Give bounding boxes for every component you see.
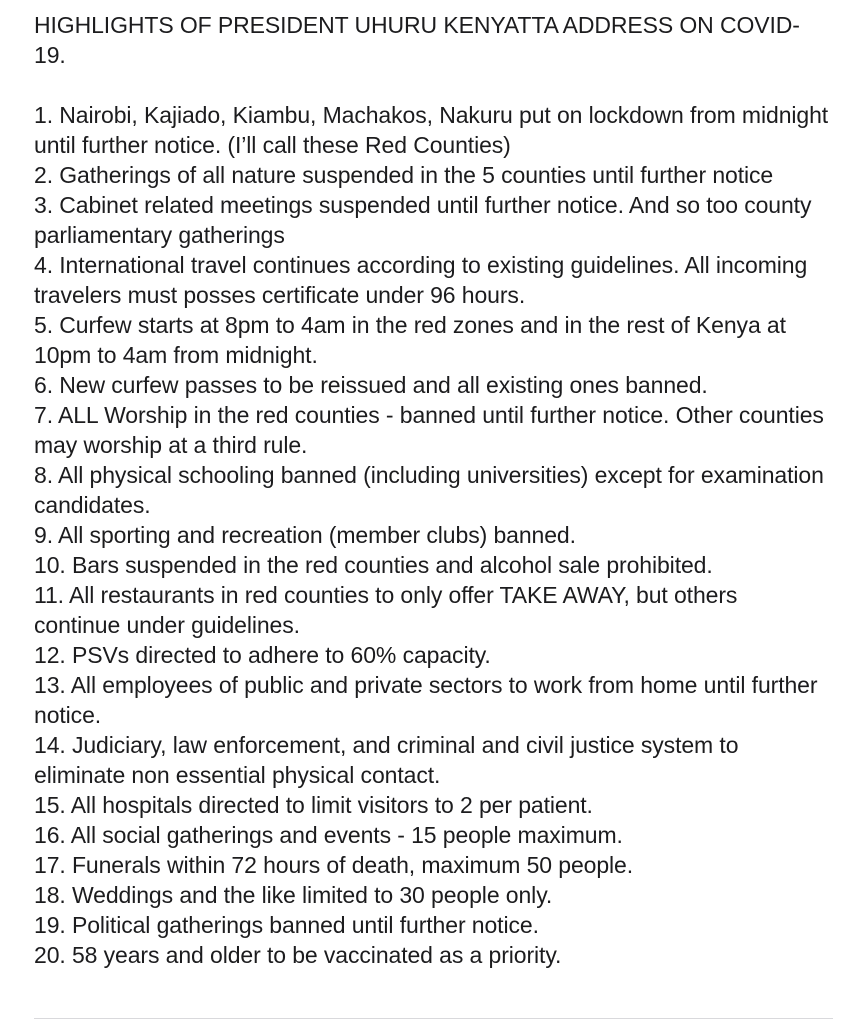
list-item: 6. New curfew passes to be reissued and all existing ones banned.: [34, 372, 708, 398]
list-item: 9. All sporting and recreation (member clubs) banned.: [34, 522, 576, 548]
divider: [34, 1018, 833, 1019]
list-item: 20. 58 years and older to be vaccinated as a priority.: [34, 942, 562, 968]
list-item: 2. Gatherings of all nature suspended in the 5 counties until further notice: [34, 162, 774, 188]
list-item: 18. Weddings and the like limited to 30 people only.: [34, 882, 553, 908]
list-item: 11. All restaurants in red counties to only offer TAKE AWAY, but others continue under guidelines.: [34, 582, 738, 638]
list-item: 7. ALL Worship in the red counties - banned until further notice. Other counties may worship at a third rule.: [34, 402, 824, 458]
list-item: 17. Funerals within 72 hours of death, maximum 50 people.: [34, 852, 634, 878]
list-item: 13. All employees of public and private sectors to work from home until further notice.: [34, 672, 818, 728]
blank-line: [34, 70, 829, 100]
list-item: 16. All social gatherings and events - 15 people maximum.: [34, 822, 623, 848]
list-item: 1. Nairobi, Kajiado, Kiambu, Machakos, Nakuru put on lockdown from midnight until further notice. (I’ll call these Red Counties): [34, 102, 829, 158]
list-item: 14. Judiciary, law enforcement, and criminal and civil justice system to eliminate non essential physical contact.: [34, 732, 739, 788]
list-item: 3. Cabinet related meetings suspended until further notice. And so too county parliamentary gatherings: [34, 192, 812, 248]
highlights-list: [34, 100, 829, 970]
list-item: 8. All physical schooling banned (including universities) except for examination candidates.: [34, 462, 824, 518]
list-item: 15. All hospitals directed to limit visitors to 2 per patient.: [34, 792, 593, 818]
post-title: HIGHLIGHTS OF PRESIDENT UHURU KENYATTA ADDRESS ON COVID-19.: [34, 12, 800, 68]
list-item: 19. Political gatherings banned until further notice.: [34, 912, 539, 938]
list-item: 4. International travel continues according to existing guidelines. All incoming travelers must posses certificate under 96 hours.: [34, 252, 808, 308]
list-item: 5. Curfew starts at 8pm to 4am in the red zones and in the rest of Kenya at 10pm to 4am from midnight.: [34, 312, 786, 368]
list-item: 12. PSVs directed to adhere to 60% capacity.: [34, 642, 491, 668]
list-item: 10. Bars suspended in the red counties and alcohol sale prohibited.: [34, 552, 713, 578]
